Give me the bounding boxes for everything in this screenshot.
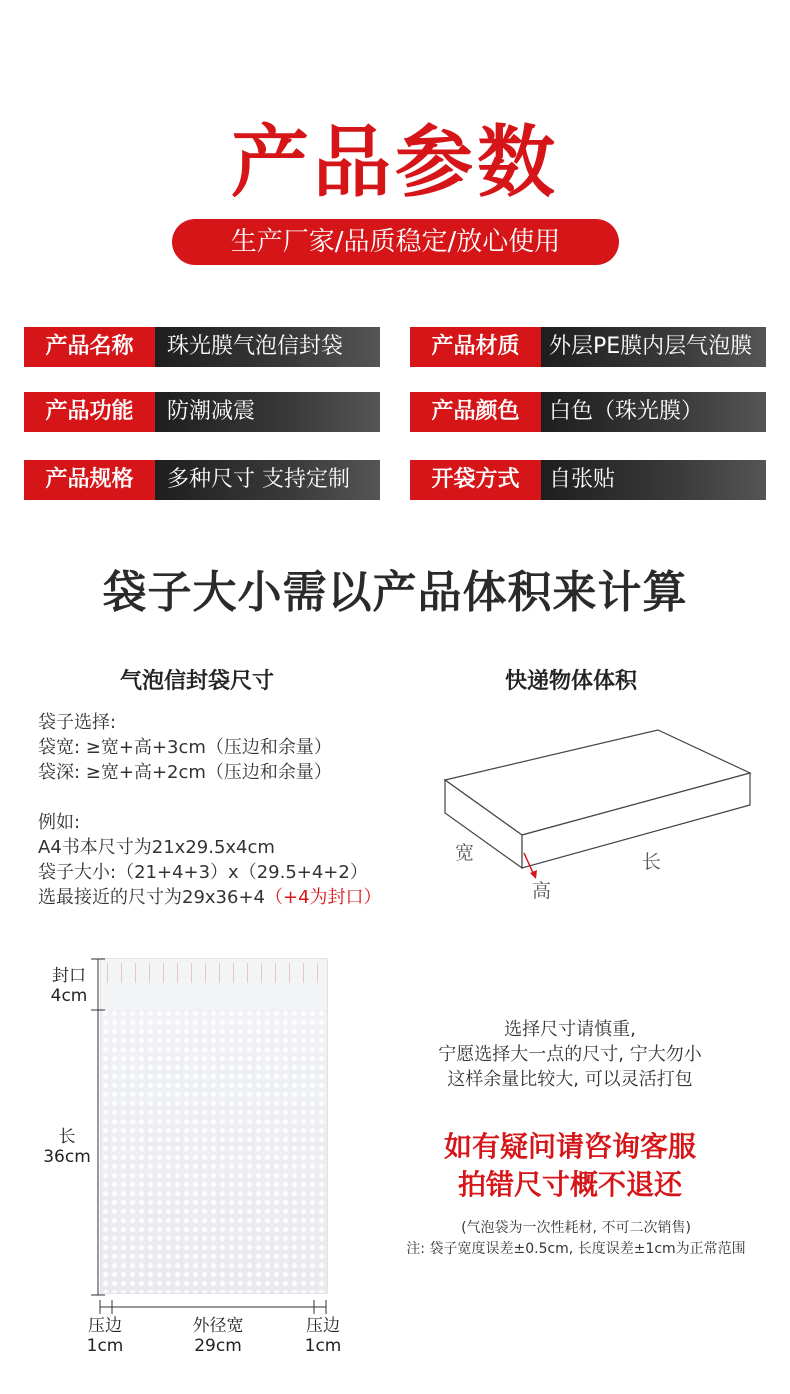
size-advice xyxy=(395,1017,745,1092)
param-row xyxy=(24,392,380,432)
param-value: 多种尺寸 支持定制 xyxy=(155,460,380,500)
param-row xyxy=(410,460,766,500)
param-value: 自张贴 xyxy=(541,460,766,500)
page-title: 产品参数 xyxy=(230,118,559,208)
width-dim-value: 29cm xyxy=(194,1336,242,1356)
length-dimension xyxy=(42,1127,92,1167)
height-label: 高 xyxy=(532,880,552,902)
box-illustration xyxy=(440,725,770,895)
seal-note: （+4为封口） xyxy=(265,887,382,908)
seal-dimension xyxy=(46,966,92,1006)
param-value: 防潮减震 xyxy=(155,392,380,432)
small-note-line: 注: 袋子宽度误差±0.5cm, 长度误差±1cm为正常范围 xyxy=(406,1241,746,1257)
param-label: 产品规格 xyxy=(24,460,155,500)
instruction-line: 袋宽: ≥宽+高+3cm（压边和余量） xyxy=(38,737,332,758)
param-label: 产品材质 xyxy=(410,327,541,367)
envelope-size-heading: 气泡信封袋尺寸 xyxy=(120,669,275,694)
param-label: 产品颜色 xyxy=(410,392,541,432)
instruction-line: A4书本尺寸为21x29.5x4cm xyxy=(38,837,275,858)
param-value: 珠光膜气泡信封袋 xyxy=(155,327,380,367)
instruction-line: 袋深: ≥宽+高+2cm（压边和余量） xyxy=(38,762,332,783)
param-row xyxy=(24,327,380,367)
warning-line: 拍错尺寸概不退还 xyxy=(457,1168,682,1201)
warning-line: 如有疑问请咨询客服 xyxy=(443,1130,696,1163)
advice-line: 选择尺寸请慎重, xyxy=(504,1019,636,1040)
width-label: 宽 xyxy=(455,842,475,864)
width-dim-label: 外径宽 xyxy=(192,1316,244,1336)
edge-right-label: 压边 xyxy=(306,1316,340,1336)
instruction-spacer xyxy=(38,785,382,810)
seal-value: 4cm xyxy=(50,986,88,1006)
param-row xyxy=(410,327,766,367)
warning-text xyxy=(395,1128,745,1204)
small-note-line: (气泡袋为一次性耗材, 不可二次销售) xyxy=(461,1220,691,1236)
instruction-line: 例如: xyxy=(38,812,81,833)
param-row xyxy=(410,392,766,432)
object-volume-heading: 快递物体体积 xyxy=(505,669,638,694)
param-label: 产品功能 xyxy=(24,392,155,432)
param-row xyxy=(24,460,380,500)
instruction-line: 袋子选择: xyxy=(38,712,117,733)
seal-label: 封口 xyxy=(52,966,86,986)
length-dim-label: 长 xyxy=(58,1127,76,1147)
advice-line: 这样余量比较大, 可以灵活打包 xyxy=(447,1069,693,1090)
final-size-text: 选最接近的尺寸为29x36+4 xyxy=(38,887,265,908)
instruction-line: 袋子大小:（21+4+3）x（29.5+4+2） xyxy=(38,862,368,883)
edge-right-dimension xyxy=(298,1316,348,1356)
length-label: 长 xyxy=(642,851,662,873)
width-dimension xyxy=(183,1316,253,1356)
subtitle-banner: 生产厂家/品质稳定/放心使用 xyxy=(172,219,619,265)
edge-right-value: 1cm xyxy=(304,1336,342,1356)
section-title: 袋子大小需以产品体积来计算 xyxy=(102,567,688,618)
param-value: 外层PE膜内层气泡膜 xyxy=(541,327,766,367)
param-value: 白色（珠光膜） xyxy=(541,392,766,432)
param-label: 产品名称 xyxy=(24,327,155,367)
edge-left-label: 压边 xyxy=(88,1316,122,1336)
instruction-line-final xyxy=(38,885,382,910)
small-notes xyxy=(384,1218,768,1260)
edge-left-value: 1cm xyxy=(86,1336,124,1356)
length-dim-value: 36cm xyxy=(43,1147,91,1167)
edge-left-dimension xyxy=(80,1316,130,1356)
advice-line: 宁愿选择大一点的尺寸, 宁大勿小 xyxy=(438,1044,702,1065)
param-label: 开袋方式 xyxy=(410,460,541,500)
size-instructions xyxy=(38,710,382,910)
